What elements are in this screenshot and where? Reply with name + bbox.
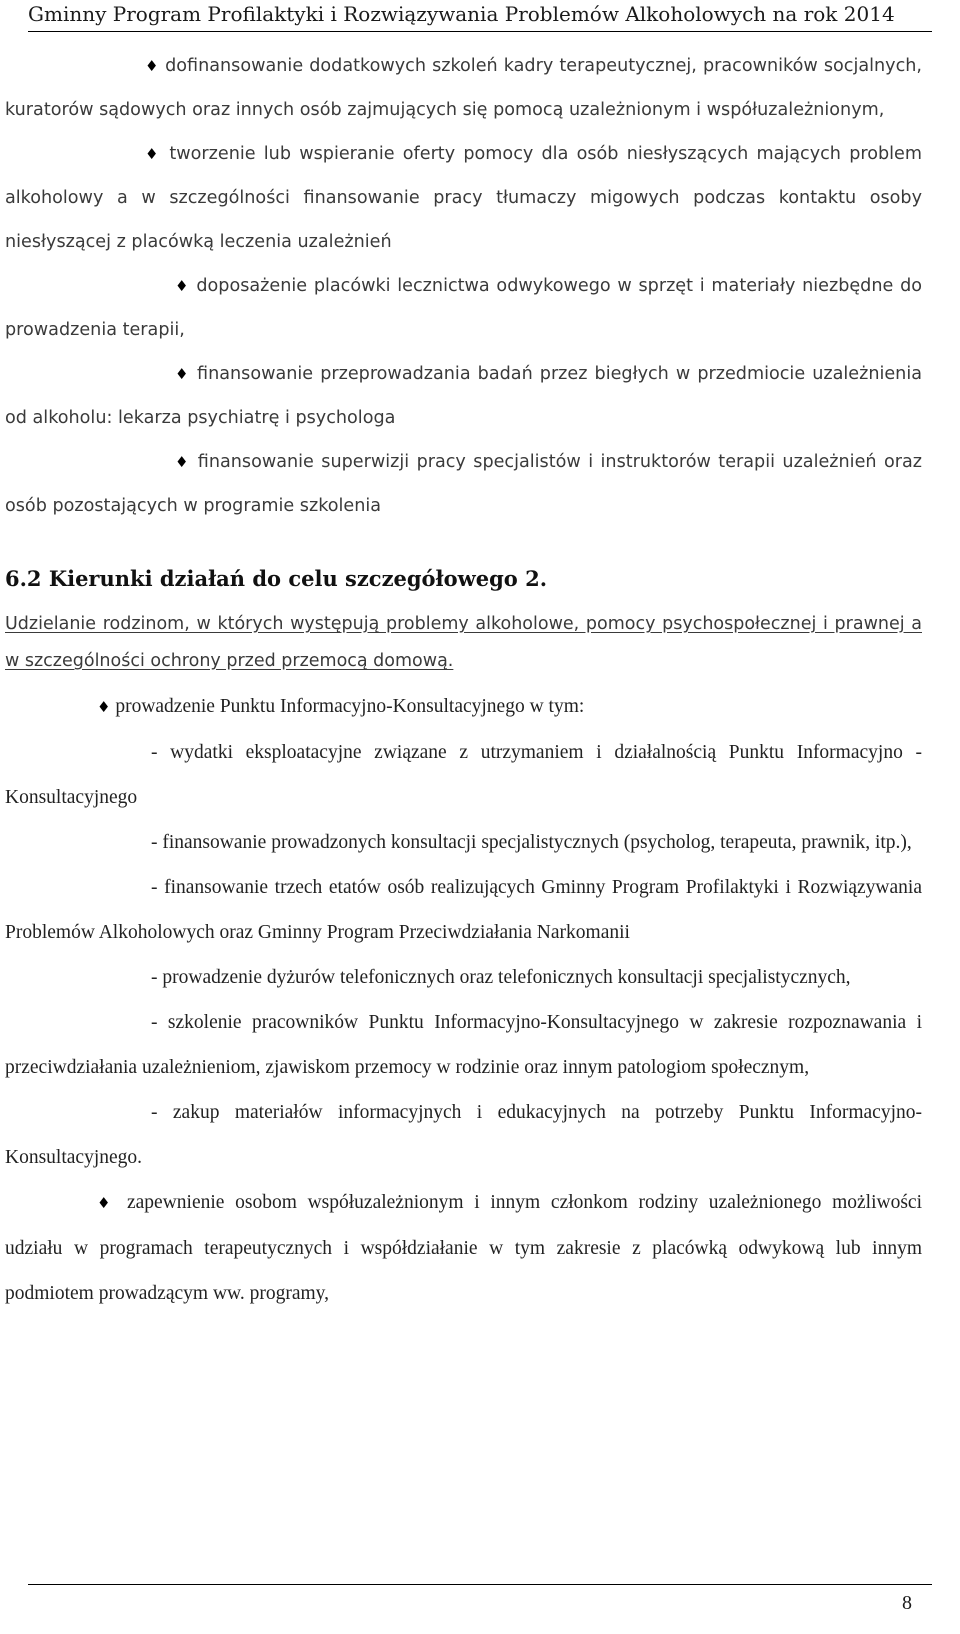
page-header: Gminny Program Profilaktyki i Rozwiązywania Problemów Alkoholowych na rok 2014 (28, 0, 932, 32)
footer-divider (28, 1584, 932, 1585)
dash-item: - wydatki eksploatacyjne związane z utrzymaniem i działalnością Punktu Informacyjno -Konsultacyjnego (5, 742, 922, 808)
section-goal: Udzielanie rodzinom, w których występują problemy alkoholowe, pomocy psychospołecznej i prawnej a w szczególności ochrony przed przemocą domową. (5, 614, 922, 671)
bullet-item: ♦ finansowanie przeprowadzania badań przez biegłych w przedmiocie uzależnienia od alkoholu: lekarza psychiatrę i psychologa (5, 364, 923, 428)
dash-item: - prowadzenie dyżurów telefonicznych oraz telefonicznych konsultacji specjalistycznych, (151, 967, 851, 988)
diamond-bullet-icon: ♦ (175, 453, 191, 471)
bullet-item: ♦ dofinansowanie dodatkowych szkoleń kadry terapeutycznej, pracowników socjalnych, kuratorów sądowych oraz innych osób zajmujących się pomocą uzależnionym i współuzależnionym, (5, 56, 923, 120)
section-heading: 6.2 Kierunki działań do celu szczegółowego 2. (5, 566, 548, 591)
diamond-bullet-icon: ♦ (175, 277, 190, 295)
bullet-item: ♦ doposażenie placówki lecznictwa odwykowego w sprzęt i materiały niezbędne do prowadzenia terapii, (5, 276, 922, 340)
dash-item: - szkolenie pracowników Punktu Informacyjno-Konsultacyjnego w zakresie rozpoznawania i przeciwdziałania uzależnieniom, zjawiskom przemocy w rodzinie oraz innym patologiom społecznym, (5, 1012, 922, 1078)
bullet-item: ♦ tworzenie lub wspieranie oferty pomocy dla osób niesłyszących mających problem alkoholowy a w szczególności finansowanie pracy tłumaczy migowych podczas kontaktu osoby niesłyszącej z placówką leczenia uzależnień (5, 144, 922, 252)
dash-item: - finansowanie prowadzonych konsultacji specjalistycznych (psycholog, terapeuta, prawnik, itp.), (151, 832, 912, 853)
dash-item: - finansowanie trzech etatów osób realizujących Gminny Program Profilaktyki i Rozwiązywania Problemów Alkoholowych oraz Gminny Program Przeciwdziałania Narkomanii (5, 877, 922, 943)
diamond-bullet-icon: ♦ (175, 365, 190, 383)
dash-item: - zakup materiałów informacyjnych i edukacyjnych na potrzeby Punktu Informacyjno-Konsultacyjnego. (5, 1102, 922, 1168)
diamond-bullet-icon: ♦ (145, 145, 162, 163)
diamond-bullet-icon: ♦ (97, 698, 111, 716)
last-point: ♦ zapewnienie osobom współuzależnionym i innym członkom rodziny uzależnionego możliwości udziału w programach terapeutycznych i współdziałanie w tym zakresie z placówką odwykową lub innym podmiotem prowadzącym ww. programy, (5, 1192, 922, 1304)
diamond-bullet-icon: ♦ (145, 57, 159, 75)
main-point: ♦ prowadzenie Punktu Informacyjno-Konsultacyjnego w tym: (97, 696, 585, 717)
diamond-bullet-icon: ♦ (97, 1194, 117, 1212)
page-content (5, 44, 922, 1316)
bullet-item: ♦ finansowanie superwizji pracy specjalistów i instruktorów terapii uzależnień oraz osób pozostających w programie szkolenia (5, 452, 922, 516)
page-number: 8 (902, 1592, 912, 1614)
